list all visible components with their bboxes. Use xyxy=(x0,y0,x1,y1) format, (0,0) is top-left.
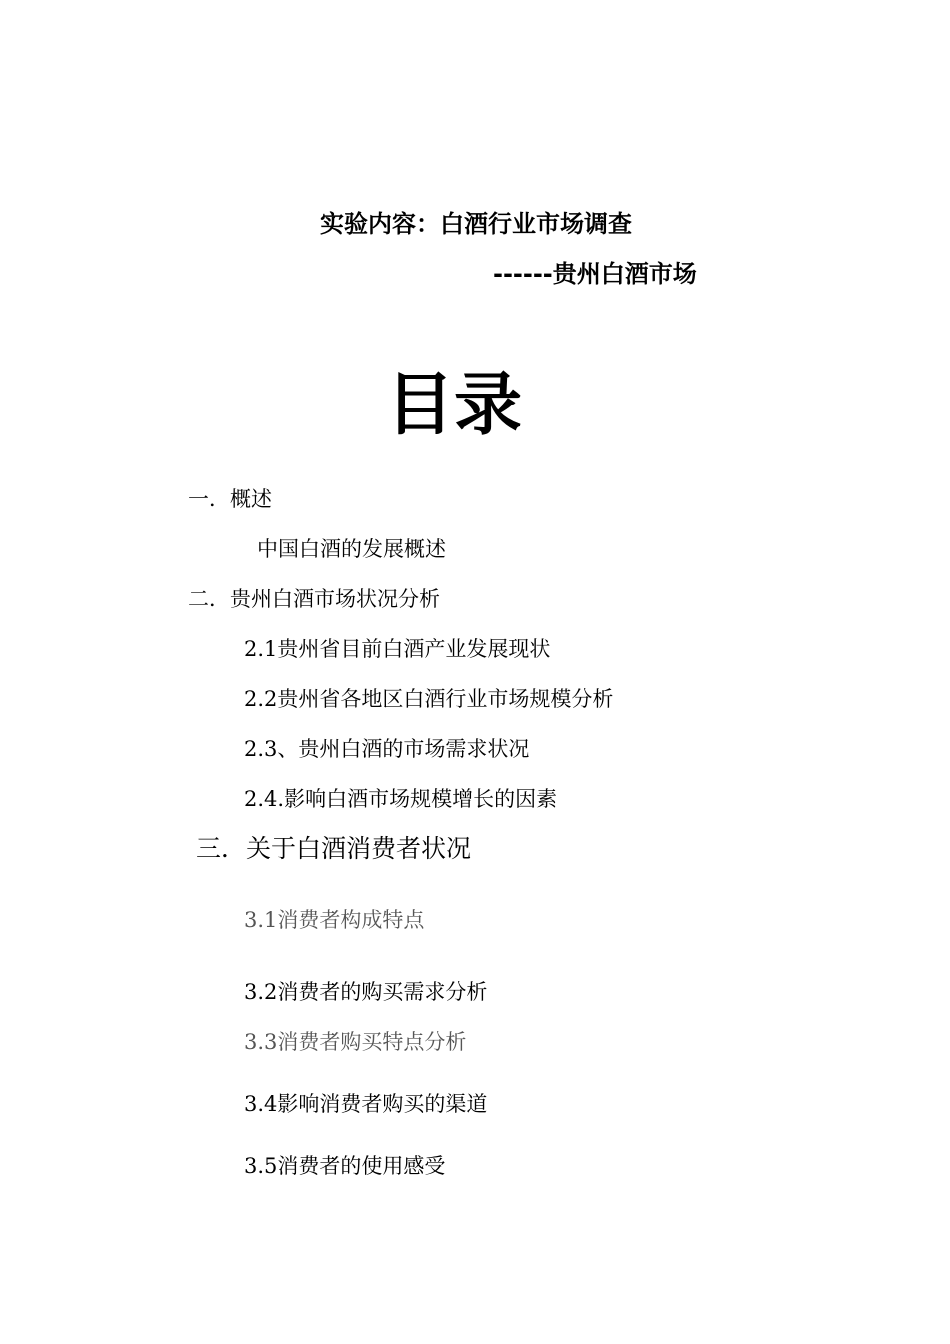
toc-entry-3-5: 3.5消费者的使用感受 xyxy=(244,1154,446,1178)
toc-entry-2-4: 2.4.影响白酒市场规模增长的因素 xyxy=(244,787,558,811)
toc-section-2: 二．贵州白酒市场状况分析 xyxy=(188,587,440,611)
toc-section-3: 三．关于白酒消费者状况 xyxy=(196,834,472,863)
toc-section-1: 一．概述 xyxy=(188,487,272,511)
toc-heading: 目录 xyxy=(386,366,523,445)
toc-entry-2-3: 2.3、贵州白酒的市场需求状况 xyxy=(244,737,530,761)
toc-entry-1-1: 中国白酒的发展概述 xyxy=(257,537,446,561)
toc-entry-3-2: 3.2消费者的购买需求分析 xyxy=(244,980,488,1004)
toc-entry-3-1: 3.1消费者构成特点 xyxy=(244,908,425,932)
document-title: 实验内容：白酒行业市场调查 xyxy=(320,210,632,238)
document-subtitle: ------贵州白酒市场 xyxy=(493,260,697,288)
toc-entry-3-3: 3.3消费者购买特点分析 xyxy=(244,1030,467,1054)
toc-entry-2-1: 2.1贵州省目前白酒产业发展现状 xyxy=(244,637,551,661)
toc-entry-2-2: 2.2贵州省各地区白酒行业市场规模分析 xyxy=(244,687,614,711)
toc-entry-3-4: 3.4影响消费者购买的渠道 xyxy=(244,1092,488,1116)
